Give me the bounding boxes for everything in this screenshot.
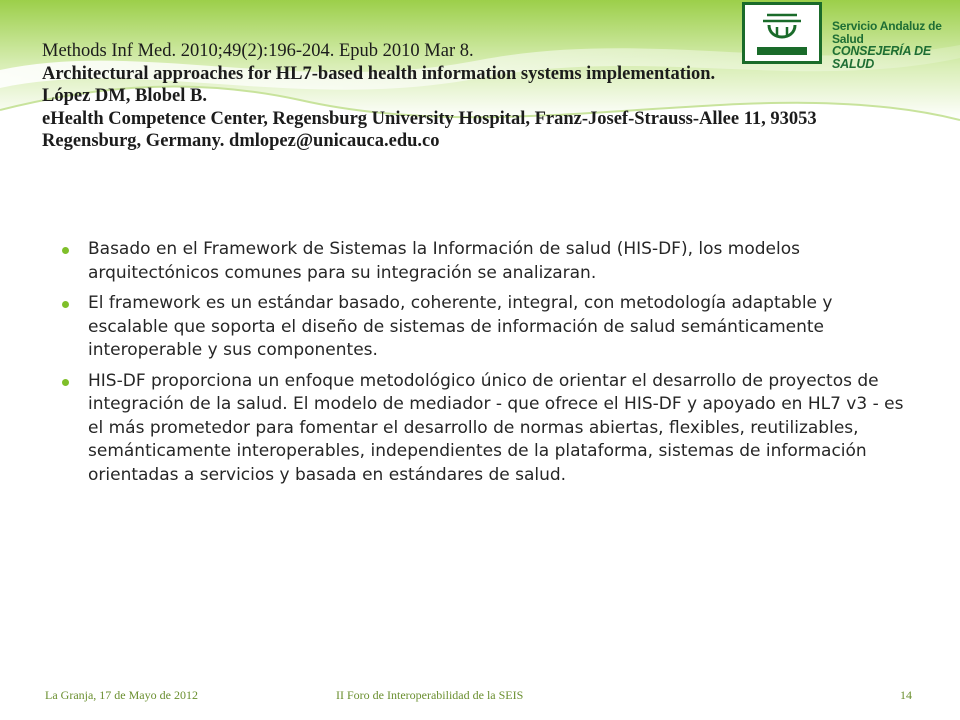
affiliation-line1: eHealth Competence Center, Regensburg University Hospital, Franz-Josef-Strauss-Allee 11, 93053 (42, 108, 817, 129)
footer-date: La Granja, 17 de Mayo de 2012 (45, 688, 198, 702)
authors: López DM, Blobel B. (42, 86, 207, 106)
footer-event: II Foro de Interoperabilidad de la SEIS (336, 688, 524, 702)
bullet-text: Basado en el Framework de Sistemas la Información de salud (HIS-DF), los modelos arquitectónicos comunes para su integración se analizaran. (88, 239, 800, 283)
bullet-item (62, 238, 912, 285)
slide-title (42, 40, 902, 153)
bullet-icon (62, 247, 69, 254)
bullet-item (62, 370, 912, 488)
bullet-text: HIS-DF proporciona un enfoque metodológico único de orientar el desarrollo de proyectos de integración de la salud. El modelo de mediador - que ofrece el HIS-DF y apoyado en HL7 v3 - es el más prometedor para fomentar el desarrollo de normas abiertas, flexibles, reutilizables, semánticamente interoperables, independientes de la plataforma, sistemas de información orientadas a servicios y basada en estándares de salud. (88, 370, 904, 485)
org-name-line1: Servicio Andaluz de Salud (832, 19, 942, 46)
article-title: Architectural approaches for HL7-based health information systems implementation. (42, 63, 716, 84)
citation-line: Methods Inf Med. 2010;49(2):196-204. Epub 2010 Mar 8. (42, 41, 474, 61)
affiliation-line2: Regensburg, Germany. dmlopez@unicauca.edu.co (42, 131, 440, 151)
bullet-text: El framework es un estándar basado, coherente, integral, con metodología adaptable y escalable que soporta el diseño de sistemas de información de salud semánticamente interoperable y sus componentes. (88, 293, 833, 360)
bullet-icon (62, 301, 69, 308)
org-name-line2: CONSEJERÍA DE SALUD (832, 44, 932, 72)
page-number: 14 (900, 688, 912, 702)
bullet-item (62, 292, 912, 363)
bullet-list (62, 238, 912, 494)
bullet-icon (62, 379, 69, 386)
